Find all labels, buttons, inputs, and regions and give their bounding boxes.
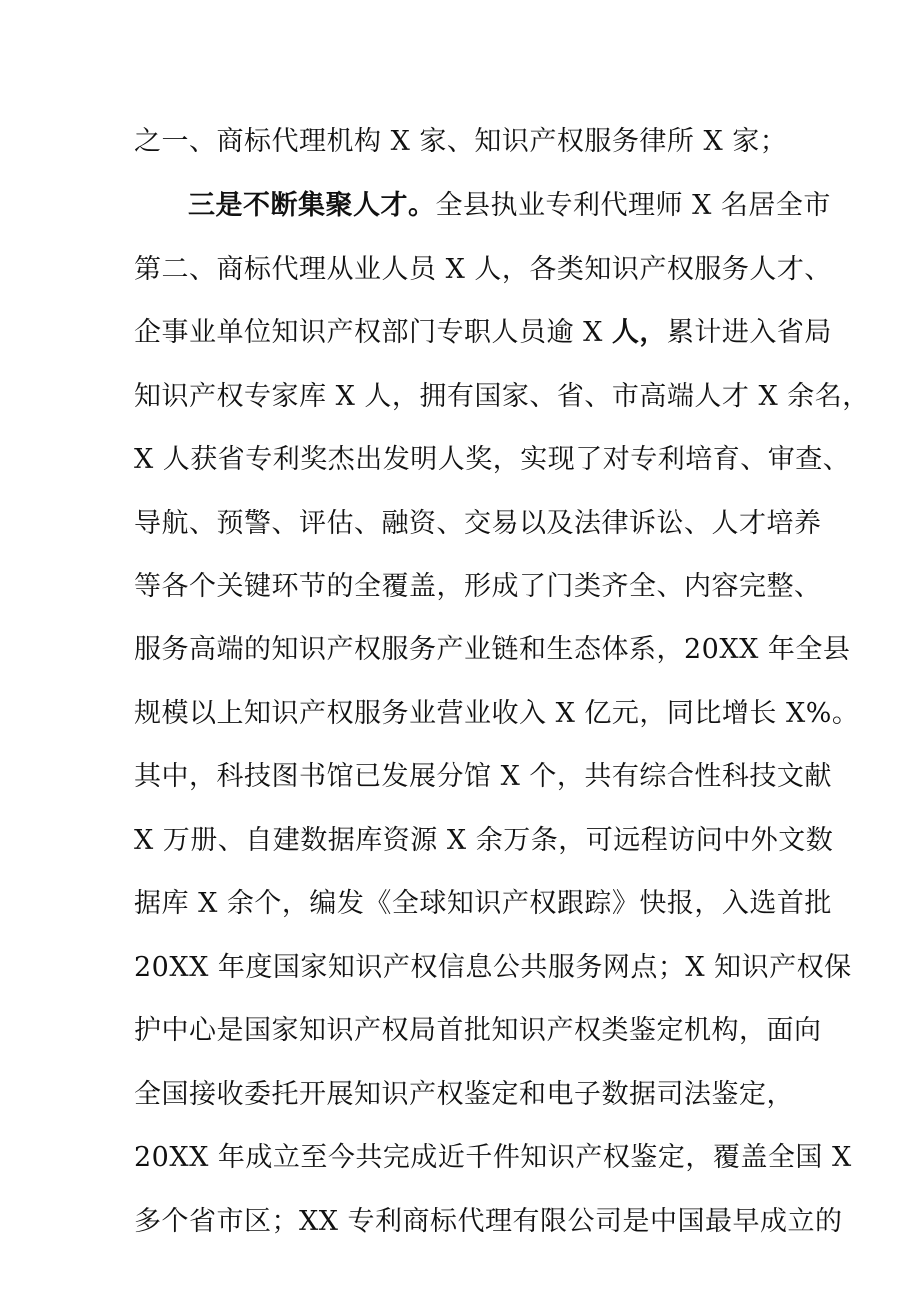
- line-text: 导航、预警、评估、融资、交易以及法律诉讼、人才培养: [134, 508, 822, 539]
- paragraph-line-5: [134, 377, 870, 417]
- line-strong-text: 人，: [611, 317, 667, 348]
- line-text: 全县执业专利代理师 X 名居全市: [435, 190, 831, 221]
- paragraph-line-12: [134, 821, 834, 861]
- line-text: X 万册、自建数据库资源 X 余万条，可远程访问中外文数: [134, 825, 834, 856]
- paragraph-line-11: [134, 757, 832, 797]
- paragraph-line-10: [134, 694, 860, 734]
- paragraph-line-9: [134, 630, 851, 670]
- paragraph-line-17: [134, 1138, 852, 1178]
- line-text: X 人获省专利奖杰出发明人奖，实现了对专利培育、审查、: [134, 444, 851, 475]
- paragraph-line-2: [188, 186, 831, 226]
- paragraph-line-1: [134, 122, 794, 162]
- paragraph-line-16: [134, 1075, 794, 1115]
- line-text: 知识产权专家库 X 人，拥有国家、省、市高端人才 X 余名，: [134, 381, 870, 412]
- line-text: 企事业单位知识产权部门专职人员逾 X: [134, 317, 612, 348]
- line-text: 多个省市区；XX 专利商标代理有限公司是中国最早成立的: [134, 1206, 843, 1237]
- paragraph-line-8: [134, 567, 822, 607]
- paragraph-line-18: [134, 1202, 843, 1242]
- line-text: 第二、商标代理从业人员 X 人，各类知识产权服务人才、: [134, 254, 832, 285]
- line-text: 据库 X 余个，编发《全球知识产权跟踪》快报，入选首批: [134, 888, 832, 919]
- line-text: 其中，科技图书馆已发展分馆 X 个，共有综合性科技文献: [134, 761, 832, 792]
- line-text: 服务高端的知识产权服务产业链和生态体系，20XX 年全县: [134, 634, 851, 665]
- line-text: 全国接收委托开展知识产权鉴定和电子数据司法鉴定，: [134, 1079, 794, 1110]
- line-text: 规模以上知识产权服务业营业收入 X 亿元，同比增长 X%。: [134, 698, 860, 729]
- paragraph-line-15: [134, 1011, 822, 1051]
- section-lead-heading: 三是不断集聚人才。: [188, 190, 436, 221]
- paragraph-line-3: [134, 250, 832, 290]
- line-text: 20XX 年成立至今共完成近千件知识产权鉴定，覆盖全国 X: [134, 1142, 852, 1173]
- line-text: 之一、商标代理机构 X 家、知识产权服务律所 X 家；: [134, 126, 788, 157]
- line-text: 等各个关键环节的全覆盖，形成了门类齐全、内容完整、: [134, 571, 822, 602]
- paragraph-line-13: [134, 884, 832, 924]
- line-text: 护中心是国家知识产权局首批知识产权类鉴定机构，面向: [134, 1015, 822, 1046]
- paragraph-line-4: [134, 313, 832, 353]
- paragraph-line-6: [134, 440, 851, 480]
- paragraph-line-7: [134, 504, 822, 544]
- paragraph-line-14: [134, 948, 852, 988]
- line-text: 20XX 年度国家知识产权信息公共服务网点；X 知识产权保: [134, 952, 852, 983]
- line-tail-text: 累计进入省局: [666, 317, 832, 348]
